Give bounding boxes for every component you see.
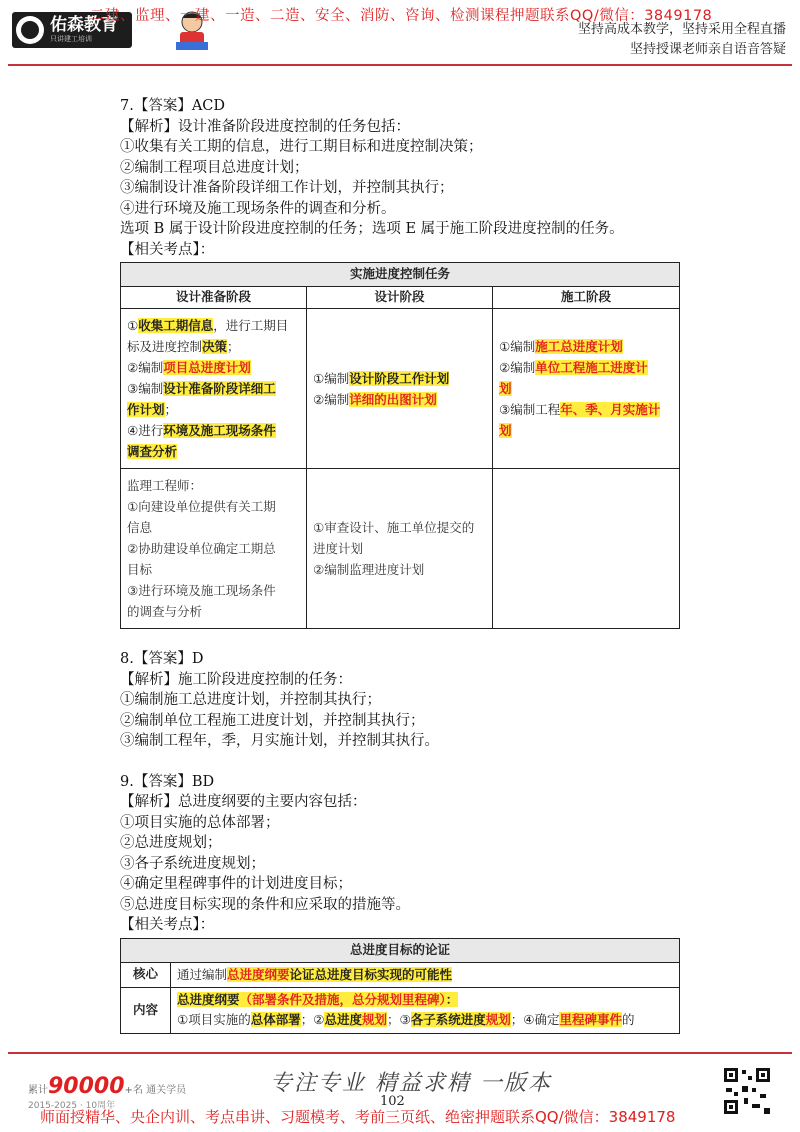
q8-line: 【解析】施工阶段进度控制的任务： bbox=[120, 671, 352, 688]
slogan-line-2: 坚持授课老师亲自语音答疑 bbox=[629, 42, 786, 57]
bottom-ad-banner: 师面授精华、央企内训、考点串讲、习题模考、考前三页纸、绝密押题联系QQ/微信：3849178 bbox=[40, 1108, 676, 1126]
q9-line: ④确定里程碑事件的计划进度目标； bbox=[120, 876, 352, 892]
schedule-goal-table bbox=[120, 938, 680, 1034]
q9-answer: 9.【答案】BD bbox=[120, 773, 215, 790]
top-ad-banner: 二建、监理、一建、一造、二造、安全、消防、咨询、检测课程押题联系QQ/微信：3849178 bbox=[90, 8, 713, 24]
table-cell-supervisor: 监理工程师： ①向建设单位提供有关工期 信息 ②协助建设单位确定工期总 目标 ③进行环境及施工现场条件 的调查与分析 bbox=[121, 469, 307, 629]
column-header: 设计阶段 bbox=[307, 287, 493, 309]
page-content bbox=[120, 96, 680, 1034]
q7-line: 【解析】设计准备阶段进度控制的任务包括： bbox=[120, 118, 410, 135]
q9-line: ②总进度规划； bbox=[120, 835, 222, 851]
column-header: 设计准备阶段 bbox=[121, 287, 307, 309]
years-label: 2015-2025 · 10周年 bbox=[28, 1101, 116, 1111]
table-cell-design: ①编制设计阶段工作计划 ②编制详细的出图计划 bbox=[307, 309, 493, 469]
logo-mark-icon bbox=[16, 16, 44, 44]
row-value-core: 通过编制总进度纲要论证总进度目标实现的可能性 bbox=[171, 962, 680, 987]
q8-line: ③编制工程年，季，月实施计划，并控制其执行。 bbox=[120, 733, 439, 749]
table-cell-prep: ①收集工期信息，进行工期目 标及进度控制决策； ②编制项目总进度计划 ③编制设计准备阶段详细工 作计划； ④进行环境及施工现场条件 调查分析 bbox=[121, 309, 307, 469]
q8-line: ②编制单位工程施工进度计划，并控制其执行； bbox=[120, 712, 425, 729]
students-badge: 累计90000+名 通关学员 bbox=[28, 1074, 187, 1099]
row-label-core: 核心 bbox=[121, 962, 171, 987]
page-header bbox=[0, 0, 800, 62]
q9-line: 【相关考点】： bbox=[120, 917, 215, 933]
q8-answer: 8.【答案】D bbox=[120, 651, 204, 667]
q7-line: ②编制工程项目总进度计划； bbox=[120, 159, 309, 176]
footer-divider bbox=[8, 1052, 792, 1054]
logo-subtext: 只讲建工培训 bbox=[50, 35, 92, 43]
q7-line: 【相关考点】： bbox=[120, 241, 215, 258]
q7-line: ①收集有关工期的信息，进行工期目标和进度控制决策； bbox=[120, 139, 483, 155]
q9-line: ⑤总进度目标实现的条件和应采取的措施等。 bbox=[120, 896, 410, 913]
header-divider bbox=[8, 64, 792, 66]
table-cell-supervisor-design: ①审查设计、施工单位提交的 进度计划 ②编制监理进度计划 bbox=[307, 469, 493, 629]
q9-line: ③各子系统进度规划； bbox=[120, 855, 265, 872]
table-cell-construction: ①编制施工总进度计划 ②编制单位工程施工进度计 划 ③编制工程年、季、月实施计 划 bbox=[493, 309, 680, 469]
progress-control-tasks-table bbox=[120, 262, 680, 629]
q9-line: ①项目实施的总体部署； bbox=[120, 814, 280, 831]
q7-answer: 7.【答案】ACD bbox=[120, 98, 226, 114]
signature: 专注专业 精益求精 一版本 bbox=[270, 1071, 552, 1096]
q7-line: 选项 B 属于设计阶段进度控制的任务；选项 E 属于施工阶段进度控制的任务。 bbox=[120, 221, 624, 237]
q9-line: 【解析】总进度纲要的主要内容包括： bbox=[120, 794, 367, 810]
row-label-content: 内容 bbox=[121, 987, 171, 1033]
table-title: 实施进度控制任务 bbox=[121, 263, 680, 287]
q7-line: ③编制设计准备阶段详细工作计划，并控制其执行； bbox=[120, 180, 454, 196]
column-header: 施工阶段 bbox=[493, 287, 680, 309]
logo-text: 佑森教育 bbox=[50, 15, 118, 35]
q7-line: ④进行环境及施工现场条件的调查和分析。 bbox=[120, 200, 396, 217]
table-cell-empty bbox=[493, 469, 680, 629]
slogan-line-1: 坚持高成本教学，坚持采用全程直播 bbox=[577, 22, 786, 37]
row-value-content: 总进度纲要（部署条件及措施，总分规划里程碑）： ①项目实施的总体部署；②总进度规划；③各子系统进度规划；④确定里程碑事件的 bbox=[171, 987, 680, 1033]
table-title: 总进度目标的论证 bbox=[121, 938, 680, 962]
q8-line: ①编制施工总进度计划，并控制其执行； bbox=[120, 692, 381, 708]
page-number: 102 bbox=[380, 1094, 405, 1109]
